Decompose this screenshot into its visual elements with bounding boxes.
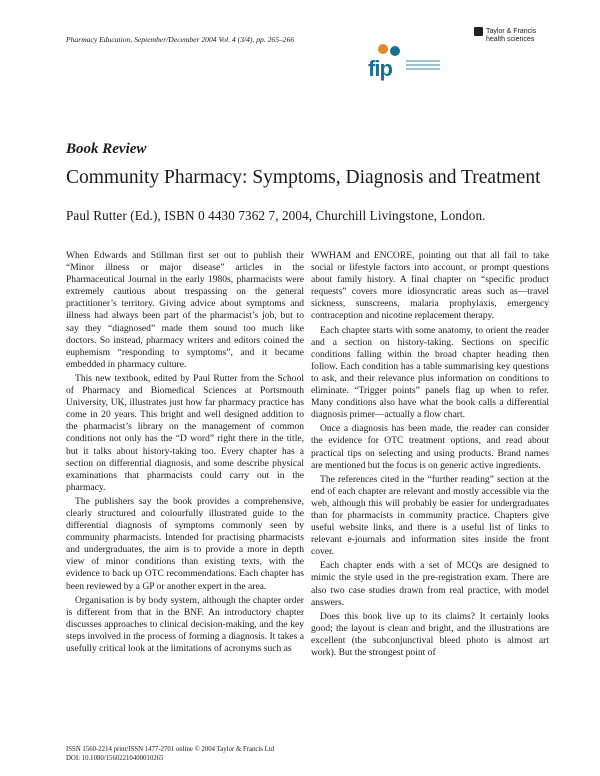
body-column-left <box>66 250 304 657</box>
fip-logo-text: fip <box>368 56 392 81</box>
publisher-logo <box>474 27 554 44</box>
footer <box>66 745 274 763</box>
fip-logo <box>368 44 458 84</box>
footer-issn: ISSN 1560-2214 print/ISSN 1477-2701 online © 2004 Taylor & Francis Ltd <box>66 746 275 753</box>
publisher-division: health sciences <box>486 36 535 43</box>
paragraph: The references cited in the “further reading” section at the end of each chapter are relevant and mostly accessible via the web, although this will probably be easier for undergraduates than for pharmacists in community practice. Chapters give useful website links, and there is a useful list of links to relevant e-journals and information sites inside the front cover. <box>311 473 549 558</box>
paragraph: Once a diagnosis has been made, the reader can consider the evidence for OTC treatment options, and read about practical tips on selecting and using products. Brand names are mentioned but the focus is on generic active ingredients. <box>311 423 549 471</box>
article-byline: Paul Rutter (Ed.), ISBN 0 4430 7362 7, 2004, Churchill Livingstone, London. <box>66 208 486 223</box>
footer-doi: DOI: 10.1080/15602210400010265 <box>66 755 164 762</box>
fip-dot-orange-icon <box>378 44 388 54</box>
publisher-icon <box>474 27 483 36</box>
paragraph: Does this book live up to its claims? It certainly looks good; the layout is clean and bright, and the illustrations are excellent (the subconjunctival bleed photo is almost art work). But the strongest point of <box>311 610 549 658</box>
publisher-name: Taylor & Francis <box>486 27 537 35</box>
paragraph: When Edwards and Stillman first set out to publish their “Minor illness or major disease” articles in the Pharmaceutical Journal in the early 1980s, pharmacists were extremely cautious about trespassing on the general practitioner’s territory. Giving advice about symptoms and illness had always been part of the pharmacist’s job, but to say they “diagnosed” made them sound too much like doctors. So instead, pharmacy writers and editors coined the euphemism “responding to symptoms”, and it became embedded in pharmacy culture. <box>66 250 304 370</box>
paragraph: The publishers say the book provides a comprehensive, clearly structured and colourfully illustrated guide to the differential diagnosis of symptoms commonly seen by community pharmacists. Intended for practising pharmacists and undergraduates, the aim is to provide a more in depth view of minor conditions than existing texts, with the evidence to back up OTC recommendations. Each chapter has been reviewed by a GP or another expert in the area. <box>66 495 304 592</box>
section-label: Book Review <box>66 141 147 157</box>
paragraph: This new textbook, edited by Paul Rutter from the School of Pharmacy and Biomedical Sciences at Portsmouth University, UK, illustrates just how far pharmacy practice has come in 20 years. This bright and well designed addition to the pharmacist’s library on the management of common conditions not only has the “D word” right there in the title, but it talks about history-taking too. Every chapter has a section on differential diagnosis, and some describe physical examinations that pharmacists could carry out in the pharmacy. <box>66 372 304 493</box>
fip-logo-lines <box>406 60 440 72</box>
paragraph: Each chapter starts with some anatomy, to orient the reader and a section on history-taking. Sections on specific conditions falling within the broad chapter heading then follow. Each condition has a table summarising key questions to ask, and their relevance plus information on conditions to eliminate. “Trigger points” panels flag up when to refer. Many conditions also have what the book calls a differential diagnosis primer—actually a flow chart. <box>311 324 549 421</box>
paragraph: Each chapter ends with a set of MCQs are designed to mimic the style used in the pre-registration exam. There are also two case studies drawn from real practice, with model answers. <box>311 560 549 608</box>
body-column-right <box>311 250 549 661</box>
journal-citation: Pharmacy Education, September/December 2004 Vol. 4 (3/4), pp. 265–266 <box>66 35 295 44</box>
paragraph: Organisation is by body system, although the chapter order is different from that in the BNF. An introductory chapter discusses approaches to clinical decision-making, and the key steps involved in the process of forming a diagnosis. It takes a usefully critical look at the limitations of acronyms such as <box>66 594 304 654</box>
article-title: Community Pharmacy: Symptoms, Diagnosis and Treatment <box>66 167 541 188</box>
paragraph: WWHAM and ENCORE, pointing out that all fail to take social or lifestyle factors into account, or prompt questions about family history. A final chapter on “specific product requests” covers more idiosyncratic areas such as—travel sickness, sunscreens, malaria prophylaxis, emergency contraception and nicotine replacement therapy. <box>311 250 549 322</box>
fip-dot-blue-icon <box>390 46 400 56</box>
